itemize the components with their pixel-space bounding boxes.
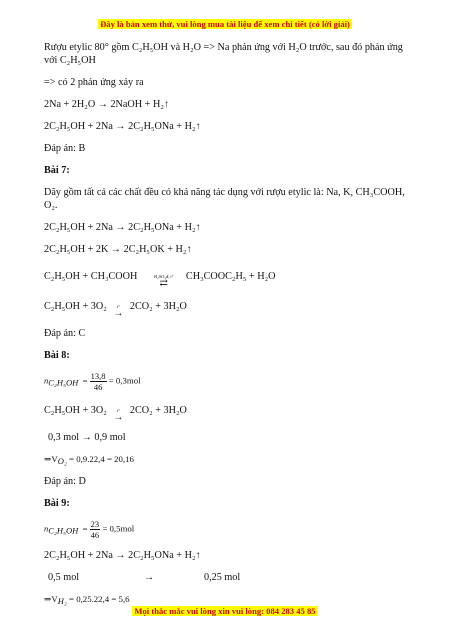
combustion-reactants-2: C₂H₅OH + 3O₂ [44, 405, 107, 416]
mole-symbol-2: n [44, 523, 49, 534]
volume-calculation-o2 [44, 453, 416, 466]
equation-combustion-2 [44, 404, 416, 422]
right-arrow-icon-2: → [113, 412, 124, 423]
mole-result-2: = 0,5mol [102, 523, 135, 534]
esterification-products: CH₃COOC₂H₅ + H₂O [185, 271, 276, 282]
mole-result: = 0,3mol [108, 375, 141, 386]
mole-calculation-bai-8: $n_{C_2H_5OH}$ = $\frac{13,8}{46}$ = 0,3mol [44, 371, 141, 392]
mole-fraction [90, 371, 107, 392]
heat-condition: t° [116, 304, 120, 309]
reversible-arrow-icon: ⇄ [159, 278, 168, 289]
equation-combustion [44, 300, 416, 318]
contact-banner [0, 606, 450, 616]
mole-subscript-2: C₂H₅OH [48, 525, 79, 536]
reversible-arrow [154, 274, 173, 288]
combustion-products: 2CO₂ + 3H₂O [129, 301, 187, 312]
answer-d: Đáp án: D [44, 476, 86, 487]
heading-bai-9: Bài 9: [44, 498, 70, 509]
heat-arrow-2 [113, 408, 123, 422]
contact-banner-text: Mọi thắc mắc vui lòng xin vui lòng: 084 283 45 85 [134, 606, 316, 616]
equation-ethanol-k: 2C₂H₅OH + 2K → 2C₂H₅OK + H₂↑ [44, 244, 192, 255]
mole-subscript: C₂H₅OH [48, 377, 79, 388]
fraction-denominator: 46 [93, 382, 103, 392]
volume-subscript: O₂ [57, 456, 67, 466]
volume-prefix-2: ⇒V [44, 594, 58, 604]
mole-calculation-bai-9: $n_{C_2H_5OH}$ = $\frac{23}{46}$ = 0,5mol [44, 519, 135, 540]
paragraph-bai-7-question: Dãy gồm tất cả các chất đều có khả năng tác dụng với rượu etylic là: Na, K, CH₃COOH, O₂. [44, 187, 405, 211]
equation-ethanol-na-2: 2C₂H₅OH + 2Na → 2C₂H₅ONa + H₂↑ [44, 222, 201, 233]
heading-bai-7: Bài 7: [44, 165, 70, 176]
preview-banner-text: Đây là bản xem thử, vui lòng mua tài liệu để xem chi tiết (có lời giải) [100, 19, 350, 29]
document-body [44, 41, 416, 615]
paragraph-two-reactions: => có 2 phản ứng xảy ra [44, 77, 144, 88]
equation-ethanol-na-3: 2C₂H₅OH + 2Na → 2C₂H₅ONa + H₂↑ [44, 550, 201, 561]
catalyst-condition: H₂SO₄đ, t° [153, 274, 174, 279]
paragraph-alcohol-composition: Rượu etylic 80° gồm C₂H₅OH và H₂O => Na phản ứng với H₂O trước, sau đó phản ứng với C₂H₅OH [44, 42, 403, 66]
mole-ratio-line: 0,3 mol → 0,9 mol [48, 432, 126, 443]
mole-left: 0,5 mol [48, 572, 80, 583]
volume-prefix: ⇒V [44, 454, 58, 464]
equation-esterification [44, 270, 416, 288]
fraction-numerator: 13,8 [90, 371, 106, 381]
combustion-products-2: 2CO₂ + 3H₂O [129, 405, 187, 416]
fraction-denominator-2: 46 [90, 530, 100, 540]
volume-result: = 0,9.22,4 = 20,16 [69, 454, 134, 464]
mole-arrow-icon: → [144, 572, 155, 583]
answer-b: Đáp án: B [44, 143, 86, 154]
esterification-reactants: C₂H₅OH + CH₃COOH [44, 271, 138, 282]
volume-calculation-h2 [44, 593, 416, 606]
volume-subscript-2: H₂ [57, 596, 67, 606]
combustion-reactants: C₂H₅OH + 3O₂ [44, 301, 107, 312]
heat-condition-2: t° [116, 408, 120, 413]
heading-bai-8: Bài 8: [44, 350, 70, 361]
equation-ethanol-na: 2C₂H₅OH + 2Na → 2C₂H₅ONa + H₂↑ [44, 121, 201, 132]
preview-banner [0, 19, 450, 29]
mole-fraction-2 [90, 519, 101, 540]
equation-na-water: 2Na + 2H₂O → 2NaOH + H₂↑ [44, 99, 169, 110]
heat-arrow [113, 304, 123, 318]
answer-c: Đáp án: C [44, 328, 86, 339]
right-arrow-icon: → [113, 308, 124, 319]
mole-ratio-line-2 [44, 571, 416, 584]
mole-symbol: n [44, 375, 49, 386]
volume-result-2: = 0,25.22,4 = 5,6 [69, 594, 130, 604]
mole-right: 0,25 mol [204, 572, 241, 583]
fraction-numerator-2: 23 [90, 519, 100, 529]
